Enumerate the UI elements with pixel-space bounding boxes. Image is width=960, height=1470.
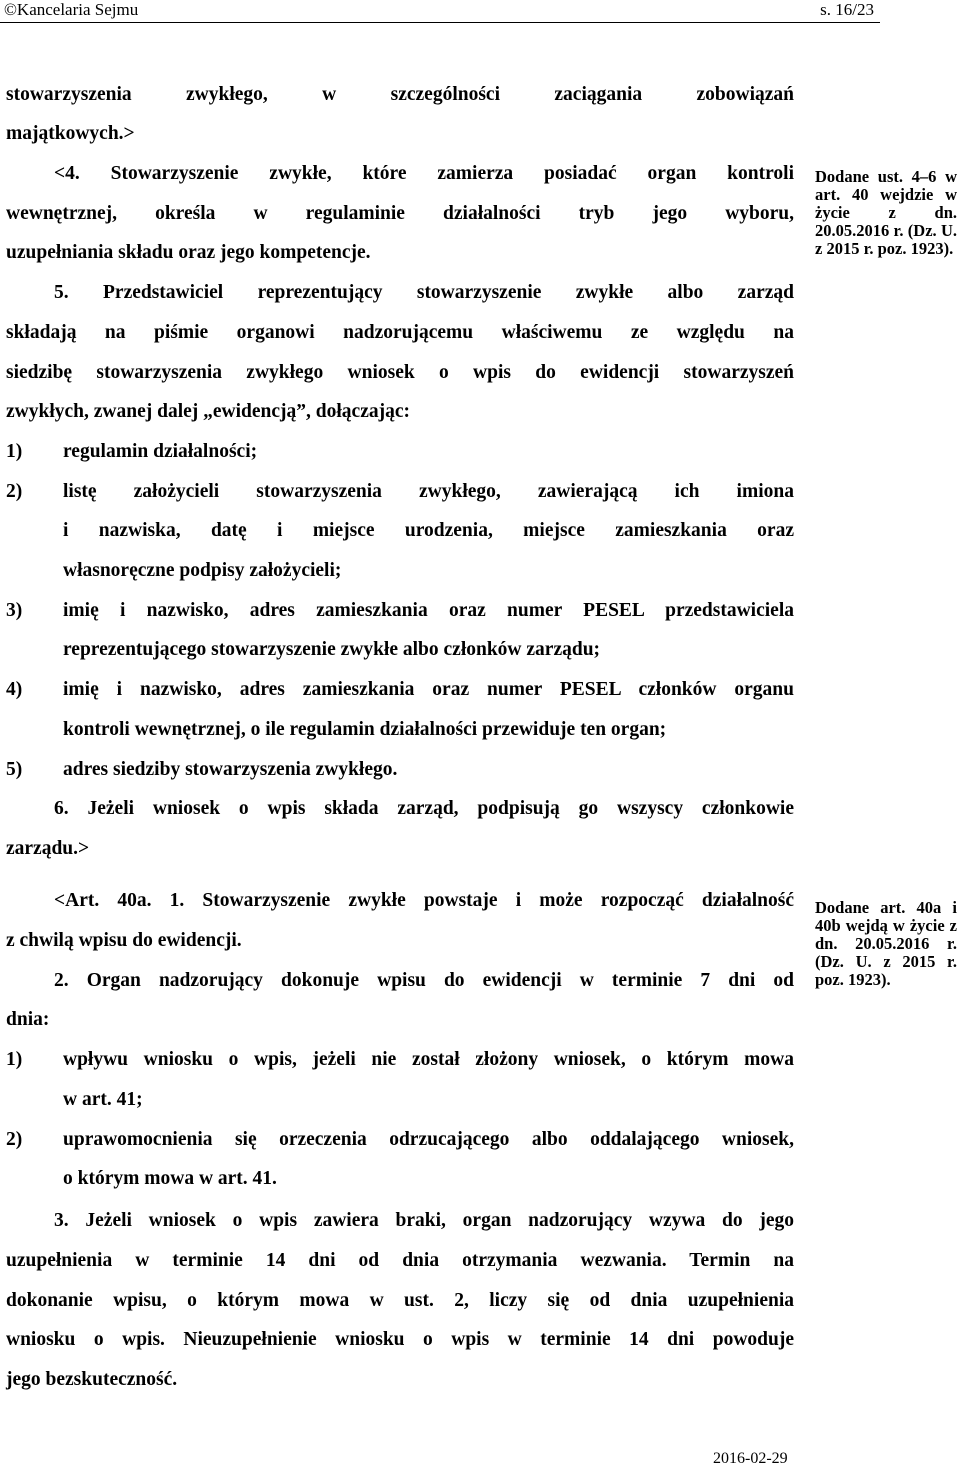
- list-number: 3): [6, 600, 23, 621]
- text-line: składają na piśmie organowi nadzorującemu właściwemu ze względu na: [6, 322, 794, 343]
- text-line: zwykłych, zwanej dalej „ewidencją”, dołączając:: [6, 401, 411, 422]
- margin-note-amendment-1: Dodane ust. 4–6 w art. 40 wejdzie w życie z dn. 20.05.2016 r. (Dz. U. z 2015 r. poz. 1923).: [815, 167, 957, 258]
- article-40a-start: <Art. 40a. 1. Stowarzyszenie zwykłe powstaje i może rozpocząć działalność: [54, 890, 794, 911]
- list-item-text: listę założycieli stowarzyszenia zwykłego, zawierającą ich imiona: [63, 481, 794, 502]
- list-item: [6, 1127, 794, 1153]
- text-line: stowarzyszenia zwykłego, w szczególności zaciągania zobowiązań: [6, 84, 794, 105]
- list-item-text: uprawomocnienia się orzeczenia odrzucającego albo oddalającego wniosek,: [63, 1129, 794, 1150]
- list-item-continuation: kontroli wewnętrznej, o ile regulamin działalności przewiduje ten organ;: [63, 719, 667, 740]
- text-line: siedzibę stowarzyszenia zwykłego wniosek o wpis do ewidencji stowarzyszeń: [6, 362, 794, 383]
- margin-note-amendment-2: Dodane art. 40a i 40b wejdą w życie z dn. 20.05.2016 r. (Dz. U. z 2015 r. poz. 1923).: [815, 898, 957, 989]
- list-item-text: wpływu wniosku o wpis, jeżeli nie został złożony wniosek, o którym mowa: [63, 1049, 794, 1070]
- list-number: 1): [6, 1049, 23, 1070]
- list-item-continuation: reprezentującego stowarzyszenie zwykłe albo członków zarządu;: [63, 639, 601, 660]
- text-line: uzupełnienia w terminie 14 dni od dnia otrzymania wezwania. Termin na: [6, 1250, 794, 1271]
- list-number: 2): [6, 1129, 23, 1150]
- list-item-continuation: w art. 41;: [63, 1089, 143, 1110]
- paragraph-4-start: <4. Stowarzyszenie zwykłe, które zamierza posiadać organ kontroli: [54, 163, 794, 184]
- list-item-text: adres siedziby stowarzyszenia zwykłego.: [63, 759, 398, 780]
- text-line: dnia:: [6, 1009, 50, 1030]
- list-item: [6, 439, 794, 465]
- text-line: z chwilą wpisu do ewidencji.: [6, 930, 242, 951]
- list-number: 4): [6, 679, 23, 700]
- paragraph-3-start: 3. Jeżeli wniosek o wpis zawiera braki, organ nadzorujący wzywa do jego: [54, 1210, 794, 1231]
- list-number: 5): [6, 759, 23, 780]
- list-item-continuation: o którym mowa w art. 41.: [63, 1168, 277, 1189]
- text-line: uzupełniania składu oraz jego kompetencje.: [6, 242, 371, 263]
- paragraph-2-start: 2. Organ nadzorujący dokonuje wpisu do ewidencji w terminie 7 dni od: [54, 970, 794, 991]
- list-item-text: regulamin działalności;: [63, 441, 258, 462]
- text-line: majątkowych.>: [6, 123, 135, 144]
- footer-date: 2016-02-29: [713, 1450, 788, 1467]
- text-line: wewnętrznej, określa w regulaminie działalności tryb jego wyboru,: [6, 203, 794, 224]
- list-item-continuation: i nazwiska, datę i miejsce urodzenia, miejsce zamieszkania oraz: [63, 520, 794, 541]
- text-line: jego bezskuteczność.: [6, 1369, 178, 1390]
- text-line: dokonanie wpisu, o którym mowa w ust. 2, liczy się od dnia uzupełnienia: [6, 1290, 794, 1311]
- list-item: [6, 1047, 794, 1073]
- list-item: [6, 598, 794, 624]
- paragraph-6-start: 6. Jeżeli wniosek o wpis składa zarząd, podpisują go wszyscy członkowie: [54, 798, 794, 819]
- page-number: s. 16/23: [820, 0, 874, 19]
- list-item: [6, 479, 794, 505]
- list-number: 2): [6, 481, 23, 502]
- text-line: zarządu.>: [6, 838, 90, 859]
- list-number: 1): [6, 441, 23, 462]
- list-item: [6, 677, 794, 703]
- list-item: [6, 757, 794, 783]
- list-item-continuation: własnoręczne podpisy założycieli;: [63, 560, 342, 581]
- list-item-text: imię i nazwisko, adres zamieszkania oraz numer PESEL przedstawiciela: [63, 600, 794, 621]
- list-item-text: imię i nazwisko, adres zamieszkania oraz numer PESEL członków organu: [63, 679, 794, 700]
- header-divider: [0, 22, 880, 23]
- page-header: [0, 0, 960, 24]
- paragraph-5-start: 5. Przedstawiciel reprezentujący stowarzyszenie zwykłe albo zarząd: [54, 282, 794, 303]
- publisher-label: ©Kancelaria Sejmu: [4, 0, 139, 19]
- text-line: wniosku o wpis. Nieuzupełnienie wniosku o wpis w terminie 14 dni powoduje: [6, 1329, 794, 1350]
